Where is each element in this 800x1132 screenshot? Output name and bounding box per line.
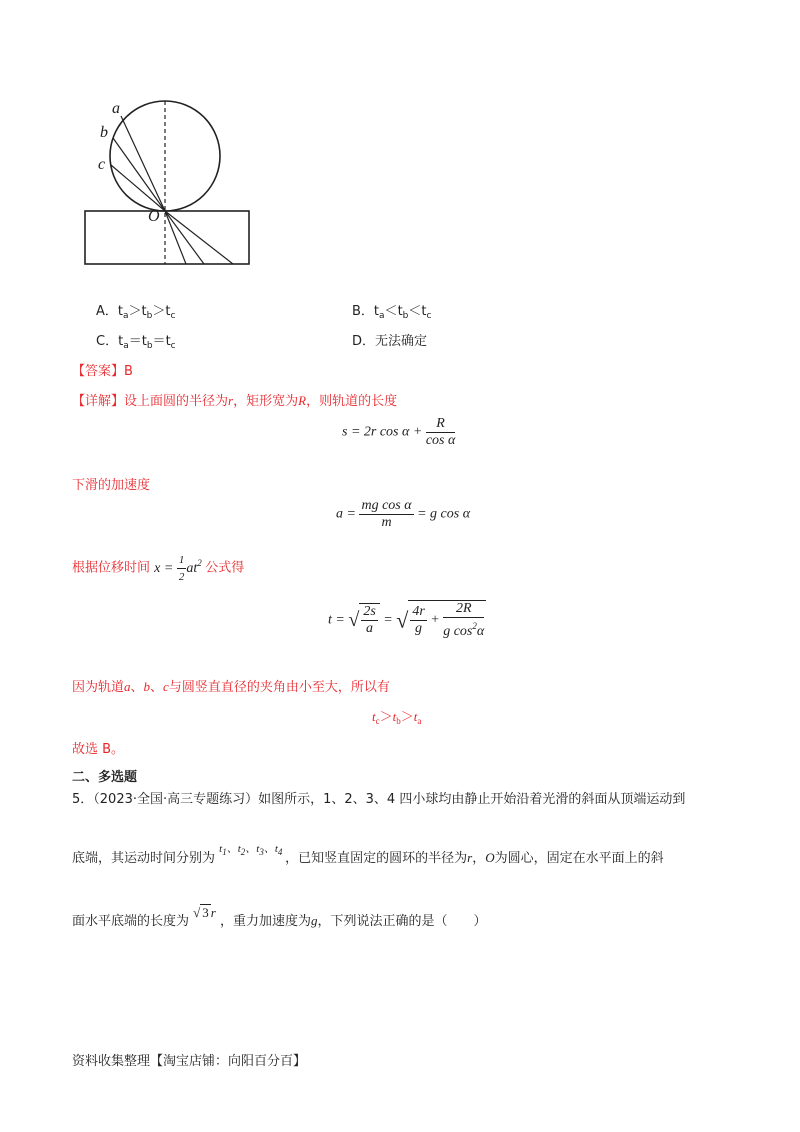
option-b[interactable]: B．$t_a<t_b<t_c$ (352, 304, 432, 321)
option-a[interactable]: A．$t_a>t_b>t_c$ (96, 304, 176, 321)
detail-line-1: 【详解】设上面圆的半径为r，矩形宽为R，则轨道的长度 (72, 393, 398, 409)
option-c[interactable]: C．$t_a=t_b=t_c$ (96, 334, 176, 351)
footer-text: 资料收集整理【淘宝店铺：向阳百分百】 (72, 1054, 307, 1069)
question-5-line-1: 5．（2023·全国·高三专题练习）如图所示，1、2、3、4 四小球均由静止开始沿着光滑的斜面从顶端运动到 (72, 792, 686, 807)
answer-line (72, 360, 133, 379)
detail-label: 【详解】 (72, 394, 125, 409)
question-5-line-2: 底端，其运动时间分别为 $^{t_1、t_2、t_3、t_4}$ ，已知竖直固定的圆环的半径为r，O为圆心，固定在水平面上的斜 (72, 843, 664, 866)
equation-time: t = √ $\frac{2s}{a}$ = √ $\frac{4r}{g}$ + $\frac{2R}{g \cos^2\alpha}$ (328, 601, 485, 639)
reason-line: 因为轨道a、b、c与圆竖直直径的夹角由小至大，所以有 (72, 679, 390, 695)
equation-track-length: s = 2r cos α + $\frac{R}{\text{cos α}}$ (342, 416, 456, 448)
equation-acceleration: a = $\frac{\text{mg cos α}}{m}$ = g cos α (336, 498, 471, 530)
question-5-line-3: 面水平底端的长度为 √ 3 r ，重力加速度为g，下列说法正确的是（ ） (72, 905, 487, 929)
figure-label-a: a (112, 100, 120, 117)
result-inequality: $t_c>t_b>t_a$ (372, 709, 422, 726)
answer-value: B (124, 364, 133, 379)
option-d[interactable]: D．无法确定 (352, 334, 428, 349)
figure-diagram (78, 98, 268, 268)
figure-label-b: b (100, 124, 108, 141)
displacement-line: 根据位移时间 x = $\frac{1}{2}$ $at^2$ 公式得 (72, 554, 245, 583)
figure-label-c: c (98, 156, 106, 173)
conclusion: 故选 B。 (72, 742, 125, 757)
figure-label-O: O (148, 208, 160, 225)
section-heading: 二、多选题 (72, 770, 138, 785)
answer-label: 【答案】 (72, 364, 125, 379)
accel-label: 下滑的加速度 (72, 478, 151, 493)
